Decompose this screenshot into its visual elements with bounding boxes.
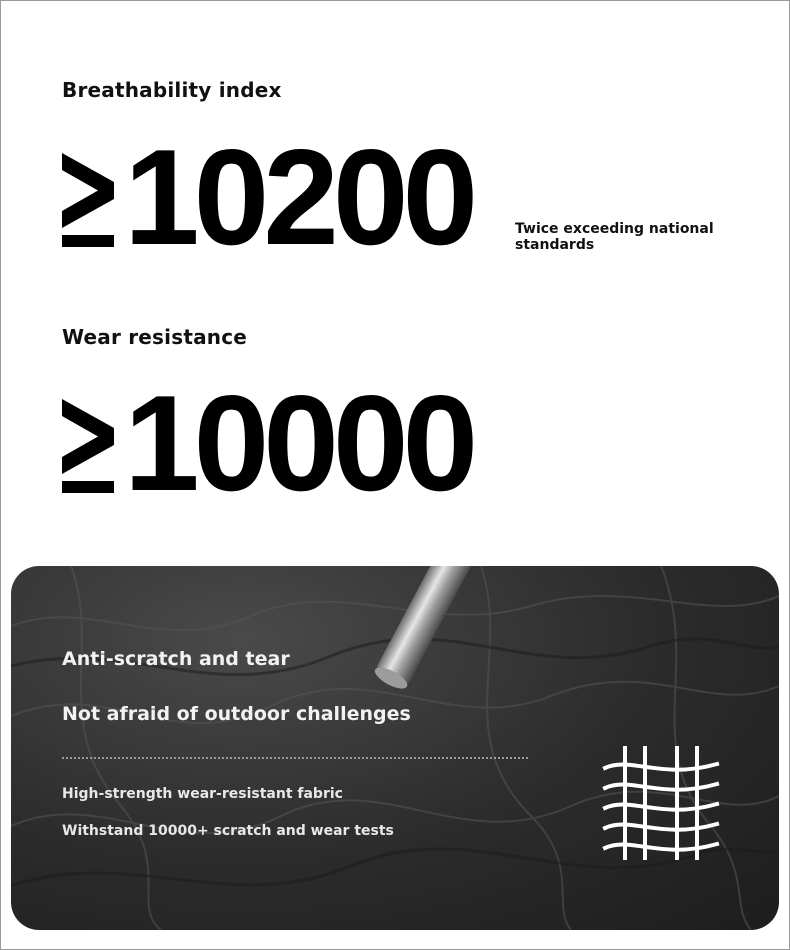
greater-equal-symbol <box>60 147 116 247</box>
card-title-2: Not afraid of outdoor challenges <box>62 703 411 725</box>
wear-label: Wear resistance <box>62 325 248 349</box>
wear-stat <box>60 367 473 519</box>
greater-equal-symbol <box>60 393 116 493</box>
breathability-label: Breathability index <box>62 78 282 102</box>
fabric-card <box>11 566 779 930</box>
metal-rod <box>351 566 481 706</box>
card-title-1: Anti-scratch and tear <box>62 648 290 670</box>
breathability-stat <box>60 121 473 273</box>
dotted-divider <box>62 757 528 759</box>
wear-value: 10000 <box>124 367 473 519</box>
breathability-value: 10200 <box>124 121 473 273</box>
card-line-2: Withstand 10000+ scratch and wear tests <box>62 823 394 839</box>
card-line-1: High-strength wear-resistant fabric <box>62 786 343 802</box>
fabric-weave-icon <box>601 746 721 860</box>
breathability-note: Twice exceeding national standards <box>515 221 714 253</box>
